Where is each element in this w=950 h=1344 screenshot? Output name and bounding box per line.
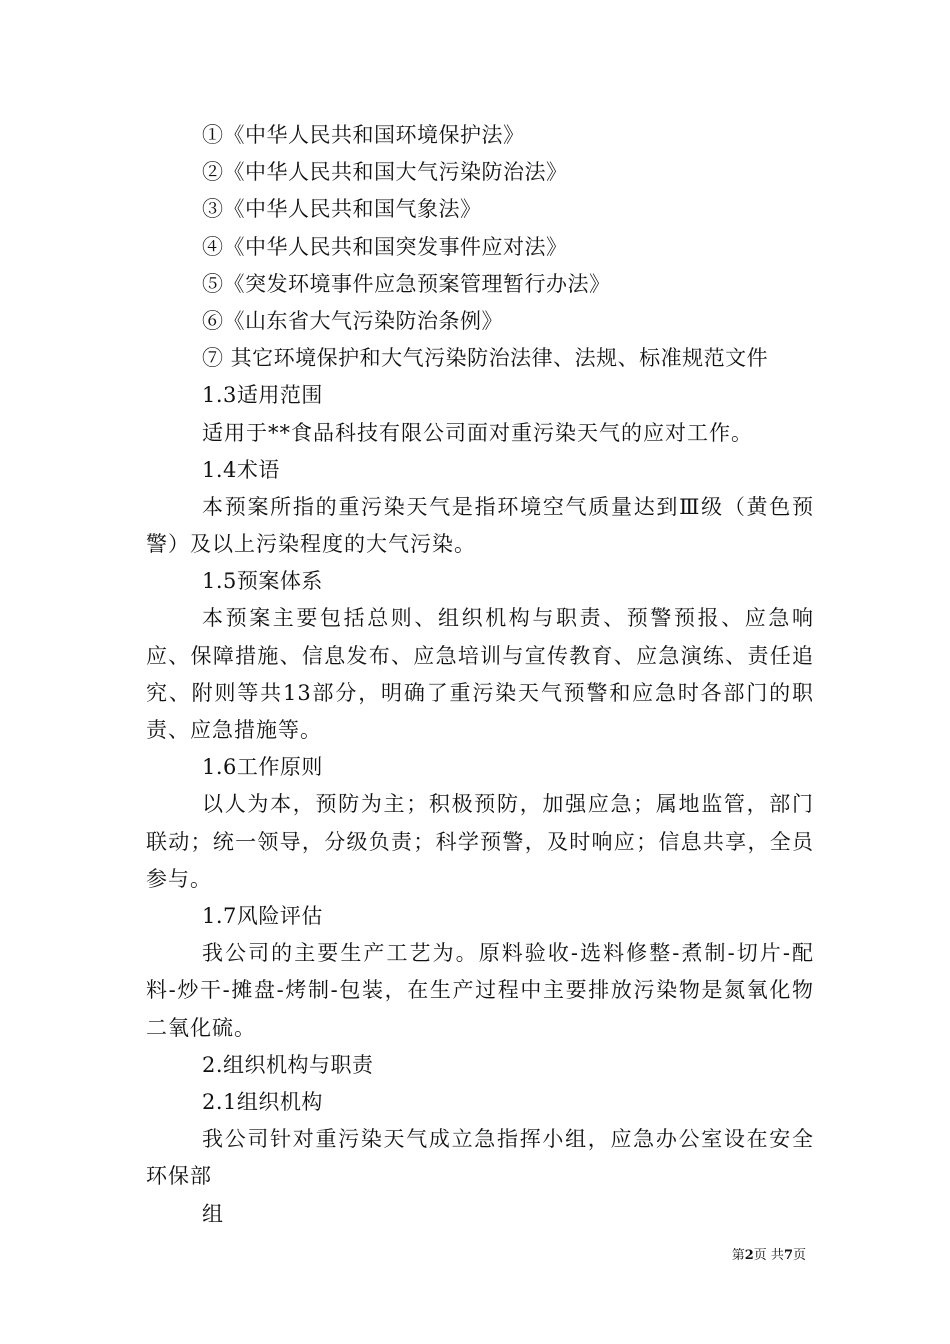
section-text-1-3: 适用于**食品科技有限公司面对重污染天气的应对工作。 [202,420,753,445]
law-item-7: ⑦ 其它环境保护和大气污染防治法律、法规、标准规范文件 [202,346,769,371]
section-heading-1-4: 1.4术语 [202,457,280,482]
section-text-1-6: 以人为本，预防为主；积极预防，加强应急；属地监管，部门联动；统一领导，分级负责；科学预警，及时响应；信息共享，全员参与。 [146,792,814,891]
footer-middle: 页 共 [753,1248,784,1263]
section-heading-1-5: 1.5预案体系 [202,569,323,594]
section-heading-1-7: 1.7风险评估 [202,904,323,929]
section-text-1-4: 本预案所指的重污染天气是指环境空气质量达到Ⅲ级（黄色预警）及以上污染程度的大气污染。 [146,494,814,557]
law-item-4: ④《中华人民共和国突发事件应对法》 [202,234,568,259]
footer-prefix: 第 [731,1248,745,1263]
law-item-3: ③《中华人民共和国气象法》 [202,197,482,222]
law-item-1: ①《中华人民共和国环境保护法》 [202,123,525,147]
section-text-1-7: 我公司的主要生产工艺为。原料验收-选料修整-煮制-切片-配料-炒干-摊盘-烤制-包装，在生产过程中主要排放污染物是氮氧化物二氧化硫。 [146,941,814,1040]
section-heading-2-1: 2.1组织机构 [202,1090,323,1115]
document-body [146,117,814,1233]
section-heading-1-6: 1.6工作原则 [202,755,323,780]
page-number-footer [732,1247,806,1265]
footer-total-pages: 7 [783,1248,793,1263]
section-heading-1-3: 1.3适用范围 [202,383,323,408]
section-heading-2: 2.组织机构与职责 [202,1052,374,1077]
footer-suffix: 页 [792,1248,806,1263]
law-item-6: ⑥《山东省大气污染防治条例》 [202,308,503,333]
section-text-1-5: 本预案主要包括总则、组织机构与职责、预警预报、应急响应、保障措施、信息发布、应急培训与宣传教育、应急演练、责任追究、附则等共13部分，明确了重污染天气预警和应急时各部门的职责、应急措施等。 [146,606,814,743]
law-item-5: ⑤《突发环境事件应急预案管理暂行办法》 [202,271,611,296]
section-text-2-1: 我公司针对重污染天气成立急指挥小组，应急办公室设在安全环保部 [146,1127,814,1189]
section-text-trailing: 组 [202,1201,224,1226]
law-item-2: ②《中华人民共和国大气污染防治法》 [202,160,568,185]
footer-current-page: 2 [744,1248,754,1263]
